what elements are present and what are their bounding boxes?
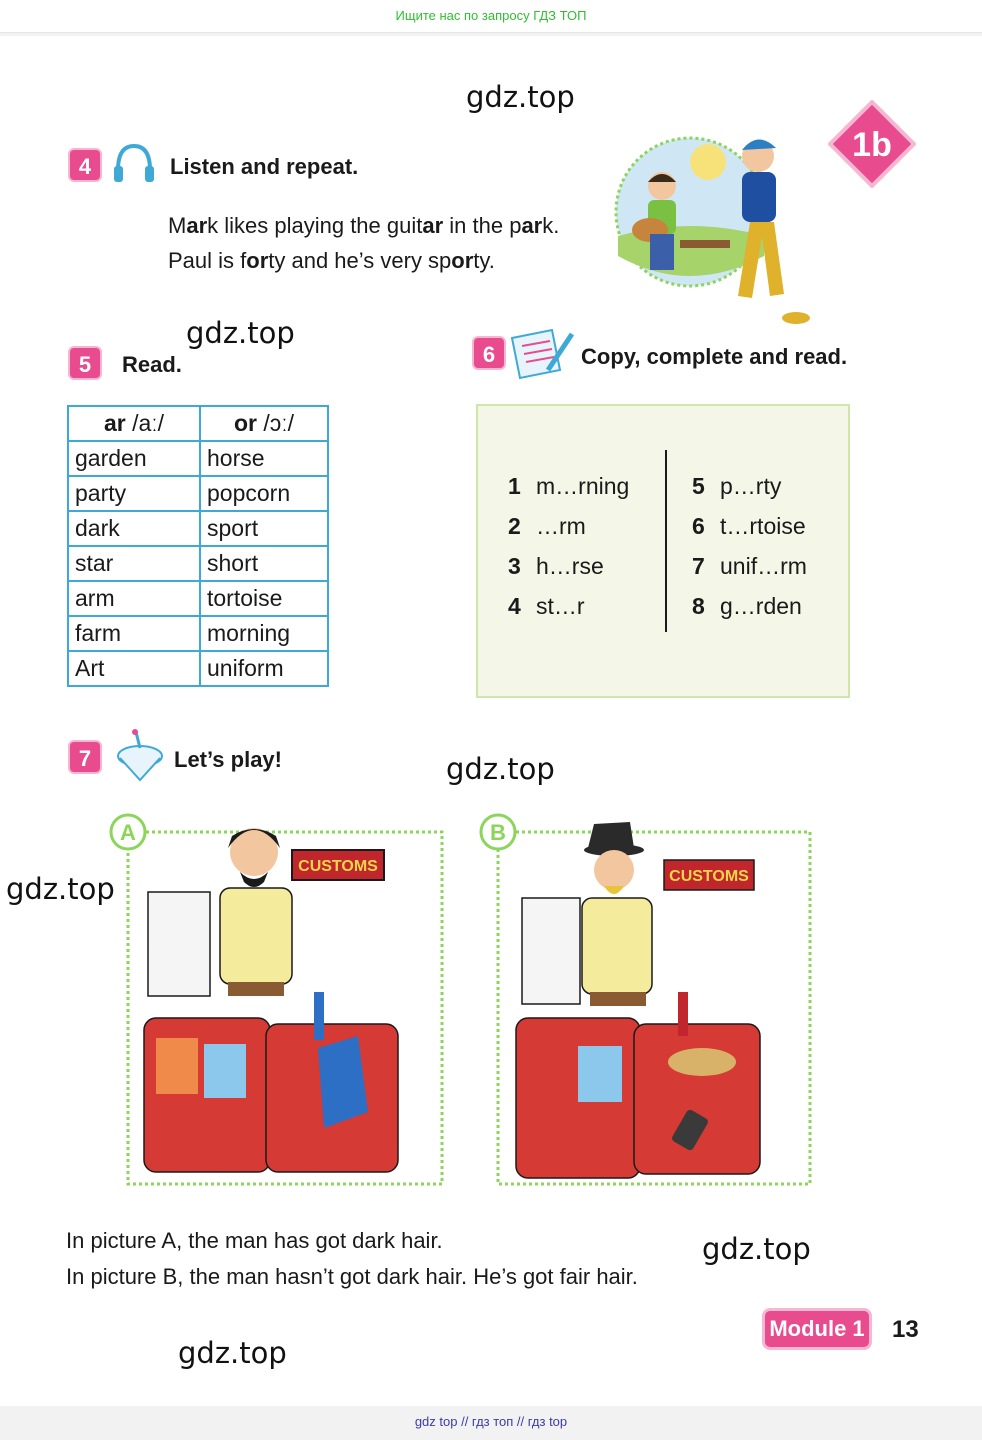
picture-a-label: A [120,820,136,845]
picture-a [108,812,448,1192]
line-segment: M [168,213,187,238]
list-item: 6 t…rtoise [692,513,806,539]
list-item: 2 …rm [508,513,586,539]
watermark: gdz.top [466,80,575,114]
watermark: gdz.top [178,1336,287,1370]
page-number: 13 [892,1316,919,1343]
park-illustration [610,126,830,332]
exercise-6-title: Copy, complete and read. [581,344,848,369]
table-cell: arm [68,581,200,616]
table-cell: Art [68,651,200,686]
column-header-ar: ar /aː/ [68,406,200,441]
table-cell: farm [68,616,200,651]
top-banner-text[interactable]: Ищите нас по запросу ГДЗ ТОП [395,8,587,23]
lesson-badge [826,98,918,190]
spinning-top-icon [112,728,166,784]
watermark: gdz.top [446,752,555,786]
picture-b [478,812,818,1192]
list-item: 8 g…rden [692,593,802,619]
list-item: 3 h…rse [508,553,604,579]
table-row [68,581,328,616]
table-cell: dark [68,511,200,546]
line-segment: ty. [473,248,495,273]
line-segment-bold: or [451,248,474,273]
watermark: gdz.top [6,872,115,906]
lesson-badge-text: 1b [852,126,892,164]
sentence-picture-b: In picture B, the man hasn’t got dark hair. He’s got fair hair. [66,1264,638,1289]
line-segment: k likes playing the guit [207,213,423,238]
exercise-7-number: 7 [68,740,102,774]
column-divider [665,450,667,632]
watermark: gdz.top [186,316,295,350]
exercise-4-number: 4 [68,148,102,182]
list-item: 5 p…rty [692,473,782,499]
table-cell: horse [200,441,328,476]
table-row [68,441,328,476]
exercise-6-number: 6 [472,336,506,370]
line-segment-bold: ar [521,213,543,238]
table-row [68,651,328,686]
customs-sign-a: CUSTOMS [298,858,378,875]
line-segment-bold: ar [422,213,444,238]
line-segment: ty and he’s very sp [268,248,452,273]
exercise-4-line-2 [168,243,495,278]
list-item: 1 m…rning [508,473,630,499]
customs-sign-b: CUSTOMS [669,868,749,885]
exercise-4-title: Listen and repeat. [170,154,359,179]
module-tab: Module 1 [762,1308,872,1350]
notebook-pencil-icon [508,326,576,380]
table-cell: short [200,546,328,581]
exercise-5-number: 5 [68,346,102,380]
exercise-5-title: Read. [122,352,182,377]
exercise-4-line-1 [168,208,559,243]
column-header-or: or /ɔː/ [200,406,328,441]
table-cell: uniform [200,651,328,686]
exercise-7-title: Let’s play! [174,747,282,772]
table-row [68,476,328,511]
line-segment: in the p [443,213,522,238]
table-row [68,511,328,546]
word-list-left [508,466,629,626]
list-item: 7 unif…rm [692,553,807,579]
table-row [68,616,328,651]
line-segment-bold: ar [186,213,208,238]
headphones-icon [112,140,156,186]
table-cell: party [68,476,200,511]
table-cell: garden [68,441,200,476]
table-cell: star [68,546,200,581]
list-item: 4 st…r [508,593,585,619]
sounds-table [67,405,329,687]
table-cell: morning [200,616,328,651]
sentence-picture-a: In picture A, the man has got dark hair. [66,1228,443,1253]
line-segment: Paul is f [168,248,247,273]
picture-b-label: B [490,820,506,845]
line-segment: k. [542,213,560,238]
line-segment-bold: or [246,248,269,273]
table-cell: sport [200,511,328,546]
watermark: gdz.top [702,1232,811,1266]
word-list-right [692,466,807,626]
table-header-row [68,406,328,441]
table-cell: popcorn [200,476,328,511]
table-row [68,546,328,581]
table-cell: tortoise [200,581,328,616]
bottom-banner[interactable]: gdz top // гдз топ // гдз top [414,1414,568,1429]
